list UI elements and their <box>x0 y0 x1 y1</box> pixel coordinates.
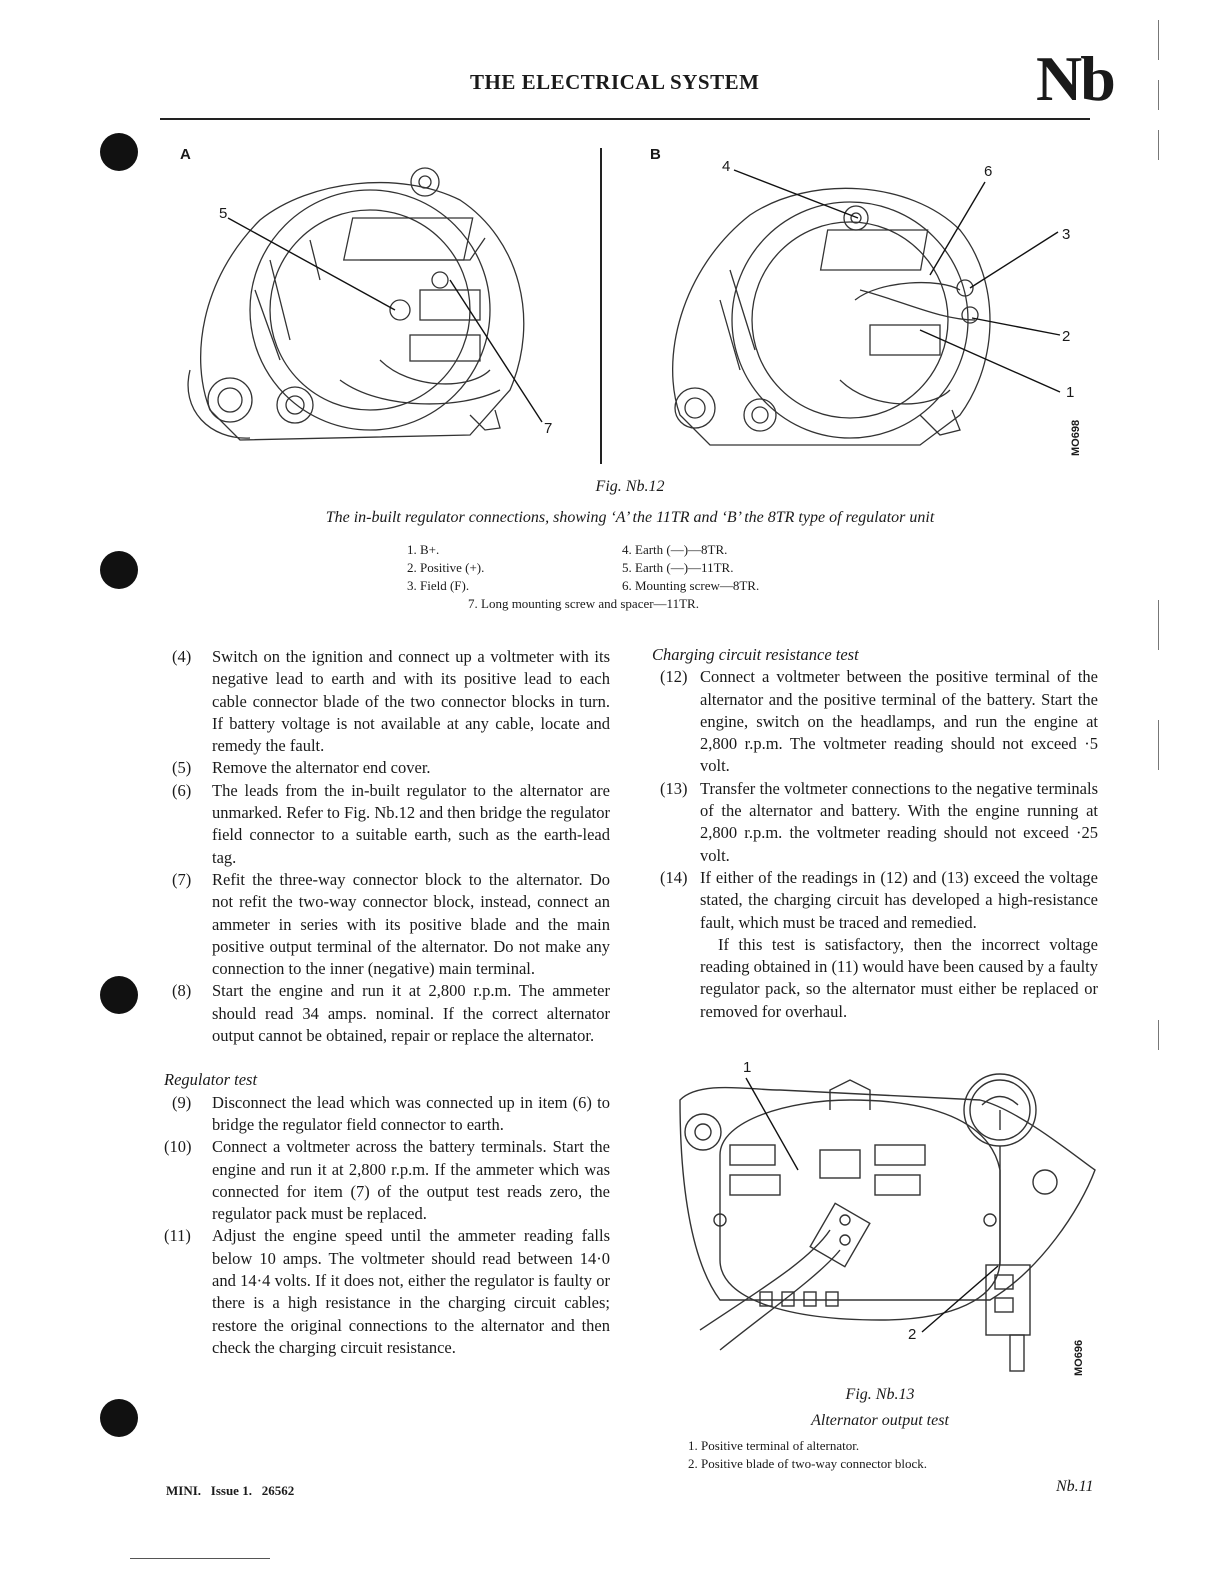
fig13-callout-2: 2 <box>908 1326 917 1343</box>
step-number: (6) <box>172 780 192 800</box>
left-column <box>164 646 610 1359</box>
step-number: (13) <box>660 778 688 798</box>
binder-hole <box>100 1399 138 1437</box>
section-heading: Regulator test <box>164 1070 258 1090</box>
scan-edge-mark <box>1158 80 1159 110</box>
panel-a-label: A <box>180 146 191 163</box>
page-number: Nb.11 <box>1056 1478 1094 1495</box>
callout-2: 2 <box>1062 328 1071 345</box>
procedure-step <box>164 869 610 980</box>
legend-item: 5. Earth (—)—11TR. <box>622 560 734 575</box>
legend-item: 2. Positive blade of two-way connector block. <box>688 1456 927 1471</box>
legend-item: 7. Long mounting screw and spacer—11TR. <box>468 596 699 611</box>
procedure-step <box>164 646 610 757</box>
legend-item: 2. Positive (+). <box>407 560 485 575</box>
step-number: (10) <box>164 1137 192 1157</box>
step-number: (5) <box>172 758 192 778</box>
procedure-step <box>164 1092 610 1137</box>
step-text: Remove the alternator end cover. <box>212 758 431 778</box>
procedure-step <box>652 867 1098 934</box>
step-text: If either of the readings in (12) and (13) exceed the voltage stated, the charging circuit has developed a high-resistance fault, which must be traced and remedied. <box>700 867 1098 932</box>
panel-b-label: B <box>650 146 661 163</box>
callout-1: 1 <box>1066 384 1075 401</box>
legend-item: 1. Positive terminal of alternator. <box>688 1438 860 1453</box>
scan-edge-mark <box>1158 20 1159 60</box>
fig13-callout-1: 1 <box>743 1059 752 1076</box>
follow-paragraph-wrap <box>652 934 1098 1023</box>
figure-caption: The in-built regulator connections, showing ‘A’ the 11TR and ‘B’ the 8TR type of regulator unit <box>325 509 935 526</box>
bottom-rule <box>130 1558 270 1559</box>
legend-item: 6. Mounting screw—8TR. <box>622 578 760 593</box>
step-text: Connect a voltmeter across the battery terminals. Start the engine and run it at 2,800 r.p.m. If the ammeter which was connected for item (7) of the output test reads zero, the regulator pack must be replaced. <box>212 1137 610 1224</box>
legend-item: 1. B+. <box>407 542 440 557</box>
figure-caption: Alternator output test <box>811 1412 949 1429</box>
step-text: The leads from the in-built regulator to the alternator are unmarked. Refer to Fig. Nb.12 and then bridge the regulator field connector to a suitable earth, such as the earth-lead tag. <box>212 780 610 867</box>
step-text: Start the engine and run it at 2,800 r.p.m. The ammeter should read 34 amps. nominal. If the correct alternator output cannot be obtained, repair or replace the alternator. <box>212 981 610 1046</box>
scan-edge-mark <box>1158 130 1159 160</box>
callout-4: 4 <box>722 158 731 175</box>
section-heading: Charging circuit resistance test <box>652 645 859 664</box>
step-number: (7) <box>172 869 192 889</box>
figure-divider <box>600 148 602 464</box>
binder-hole <box>100 133 138 171</box>
procedure-step <box>164 757 610 779</box>
step-text: Refit the three-way connector block to the alternator. Do not refit the two-way connector block, instead, connect an ammeter in series with its positive blade and the main positive output terminal of the alternator. Do not make any connection to the inner (negative) main terminal. <box>212 869 610 979</box>
alternator-8tr-illustration <box>640 160 1090 460</box>
scan-edge-mark <box>1158 1020 1159 1050</box>
step-text: Switch on the ignition and connect up a voltmeter with its negative lead to earth and with its positive lead to each cable connector blade of the two connector blocks in turn. If battery voltage is not available at any cable, locate and remedy the fault. <box>212 647 610 756</box>
page-title: THE ELECTRICAL SYSTEM <box>470 70 760 94</box>
callout-7: 7 <box>544 420 553 437</box>
step-number: (11) <box>164 1226 191 1246</box>
procedure-step <box>652 778 1098 867</box>
right-column <box>652 644 1098 1023</box>
figure-code: MO698 <box>1070 419 1082 456</box>
callout-5: 5 <box>219 205 228 222</box>
scan-edge-mark <box>1158 720 1159 770</box>
figure-label: Fig. Nb.13 <box>845 1386 915 1403</box>
legend-item: 3. Field (F). <box>407 578 470 593</box>
procedure-step <box>164 1136 610 1225</box>
alternator-11tr-illustration <box>170 160 590 460</box>
step-text: Disconnect the lead which was connected up in item (6) to bridge the regulator field connector to earth. <box>212 1092 610 1134</box>
procedure-step <box>164 1225 610 1359</box>
step-text: Adjust the engine speed until the ammeter reading falls below 10 amps. The voltmeter should read between 14·0 and 14·4 volts. If it does not, either the regulator is faulty or there is a high resistance in the charging circuit cables; restore the original connections to the alternator and then check the charging circuit resistance. <box>212 1226 610 1357</box>
step-number: (14) <box>660 867 688 887</box>
procedure-step <box>164 980 610 1047</box>
step-number: (9) <box>172 1092 192 1112</box>
callout-3: 3 <box>1062 226 1071 243</box>
step-number: (12) <box>660 667 688 687</box>
step-number: (8) <box>172 981 192 1001</box>
callout-6: 6 <box>984 163 993 180</box>
step-text: Connect a voltmeter between the positive terminal of the alternator and the positive terminal of the battery. Start the engine, switch on the headlamps, and run the engine at 2,800 r.p.m. The voltmeter reading should not exceed ·5 volt. <box>700 667 1098 776</box>
header-rule <box>160 118 1090 120</box>
step-text: Transfer the voltmeter connections to the negative terminals of the alternator and battery. With the engine running at 2,800 r.p.m. the voltmeter reading should not exceed ·25 volt. <box>700 778 1098 865</box>
binder-hole <box>100 976 138 1014</box>
figure-label: Fig. Nb.12 <box>595 478 665 495</box>
procedure-step <box>652 666 1098 777</box>
legend-item: 4. Earth (—)—8TR. <box>622 542 728 557</box>
binder-hole <box>100 551 138 589</box>
procedure-step <box>164 780 610 869</box>
footer-issue: MINI. Issue 1. 26562 <box>166 1483 295 1498</box>
figure-code: MO696 <box>1073 1339 1085 1376</box>
step-number: (4) <box>172 647 192 666</box>
section-code: Nb <box>1036 43 1114 114</box>
scan-edge-mark <box>1158 600 1159 650</box>
follow-paragraph: If this test is satisfactory, then the incorrect voltage reading obtained in (11) would have been caused by a faulty regulator pack, so the alternator must either be replaced or removed for overhaul. <box>700 934 1098 1021</box>
alternator-output-test-illustration <box>660 1060 1100 1380</box>
